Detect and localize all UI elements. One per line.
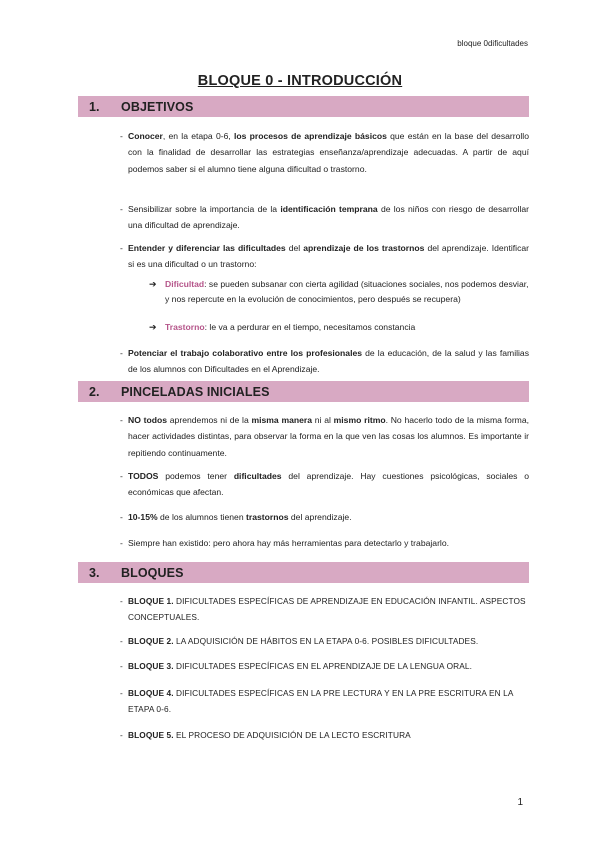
bullet-dash: - (120, 730, 123, 740)
bullet-dash: - (120, 596, 123, 606)
bullet-dash: - (120, 512, 123, 522)
bullet-dash: - (120, 636, 123, 646)
paragraph: Trastorno: le va a perdurar en el tiempo, necesitamos constancia (165, 322, 416, 332)
section-title: PINCELADAS INICIALES (121, 384, 270, 399)
section-heading-objetivos (78, 96, 529, 117)
bullet-dash: - (120, 243, 123, 253)
list-item (120, 412, 530, 461)
section-number: 1. (89, 99, 100, 114)
list-item (120, 240, 530, 273)
paragraph: BLOQUE 2. LA ADQUISICIÓN DE HÁBITOS EN LA ETAPA 0-6. POSIBLES DIFICULTADES. (128, 636, 479, 646)
bullet-dash: - (120, 131, 123, 141)
list-item (120, 535, 529, 551)
paragraph: Siempre han existido: pero ahora hay más herramientas para detectarlo y trabajarlo. (128, 538, 450, 548)
sub-list-item (149, 320, 529, 335)
paragraph: Dificultad: se pueden subsanar con cierta agilidad (situaciones sociales, nos podemos desviar, y nos repercute en la evolución de conocimientos, pero después se recupera) (165, 279, 529, 304)
list-item (120, 468, 529, 501)
paragraph: BLOQUE 1. DIFICULTADES ESPECÍFICAS DE APRENDIZAJE EN EDUCACIÓN INFANTIL. ASPECTOS CONCEPTUALES. (128, 596, 526, 623)
sub-list-item (149, 277, 529, 306)
bullet-dash: - (120, 538, 123, 548)
bullet-dash: - (120, 471, 123, 481)
paragraph: BLOQUE 4. DIFICULTADES ESPECÍFICAS EN LA PRE LECTURA Y EN LA PRE ESCRITURA EN LA ETAPA 0-6. (128, 688, 514, 715)
list-item (120, 128, 529, 177)
section-number: 3. (89, 565, 100, 580)
arrow-right-icon: ➔ (149, 322, 157, 332)
page-number: 1 (517, 797, 523, 808)
list-item (120, 345, 529, 378)
list-item (120, 685, 529, 718)
bullet-dash: - (120, 415, 123, 425)
paragraph: Sensibilizar sobre la importancia de la identificación temprana de los niños con riesgo de desarrollar una dificultad de aprendizaje. (128, 204, 529, 231)
list-item (120, 593, 529, 626)
bullet-dash: - (120, 661, 123, 671)
arrow-right-icon: ➔ (149, 279, 157, 289)
paragraph: BLOQUE 3. DIFICULTADES ESPECÍFICAS EN EL APRENDIZAJE DE LA LENGUA ORAL. (128, 661, 472, 671)
list-item (120, 633, 529, 649)
list-item (120, 509, 529, 525)
section-number: 2. (89, 384, 100, 399)
paragraph: Conocer, en la etapa 0-6, los procesos de aprendizaje básicos que están en la base del desarrollo con la finalidad de desarrollar las estrategias enseñanza/aprendizaje adecuadas. A partir de aquí podemos saber si el alumno tiene alguna dificultad o trastorno. (128, 131, 529, 174)
paragraph: BLOQUE 5. EL PROCESO DE ADQUISICIÓN DE LA LECTO ESCRITURA (128, 730, 411, 740)
bullet-dash: - (120, 204, 123, 214)
section-title: OBJETIVOS (121, 99, 194, 114)
paragraph: Entender y diferenciar las dificultades del aprendizaje de los trastornos del aprendizaje. Identificar si es una dificultad o un trastorno: (128, 243, 530, 270)
running-header: bloque 0dificultades (457, 39, 528, 48)
bullet-dash: - (120, 688, 123, 698)
section-title: BLOQUES (121, 565, 184, 580)
paragraph: Potenciar el trabajo colaborativo entre los profesionales de la educación, de la salud y las familias de los alumnos con Dificultades en el Aprendizaje. (128, 348, 529, 375)
paragraph: 10-15% de los alumnos tienen trastornos del aprendizaje. (128, 512, 352, 522)
page-title: BLOQUE 0 - INTRODUCCIÓN (197, 73, 403, 89)
bullet-dash: - (120, 348, 123, 358)
list-item (120, 727, 529, 743)
section-heading-pinceladas (78, 381, 529, 402)
paragraph: TODOS podemos tener dificultades del aprendizaje. Hay cuestiones psicológicas, sociales o económicas que afectan. (128, 471, 529, 498)
list-item (120, 658, 529, 674)
list-item (120, 201, 529, 234)
section-heading-bloques (78, 562, 529, 583)
paragraph: NO todos aprendemos ni de la misma manera ni al mismo ritmo. No hacerlo todo de la misma forma, hacer actividades distintas, para observar la forma en la que ven las cosas los alumnos. Es importante ir repitiendo continuamente. (128, 415, 530, 458)
